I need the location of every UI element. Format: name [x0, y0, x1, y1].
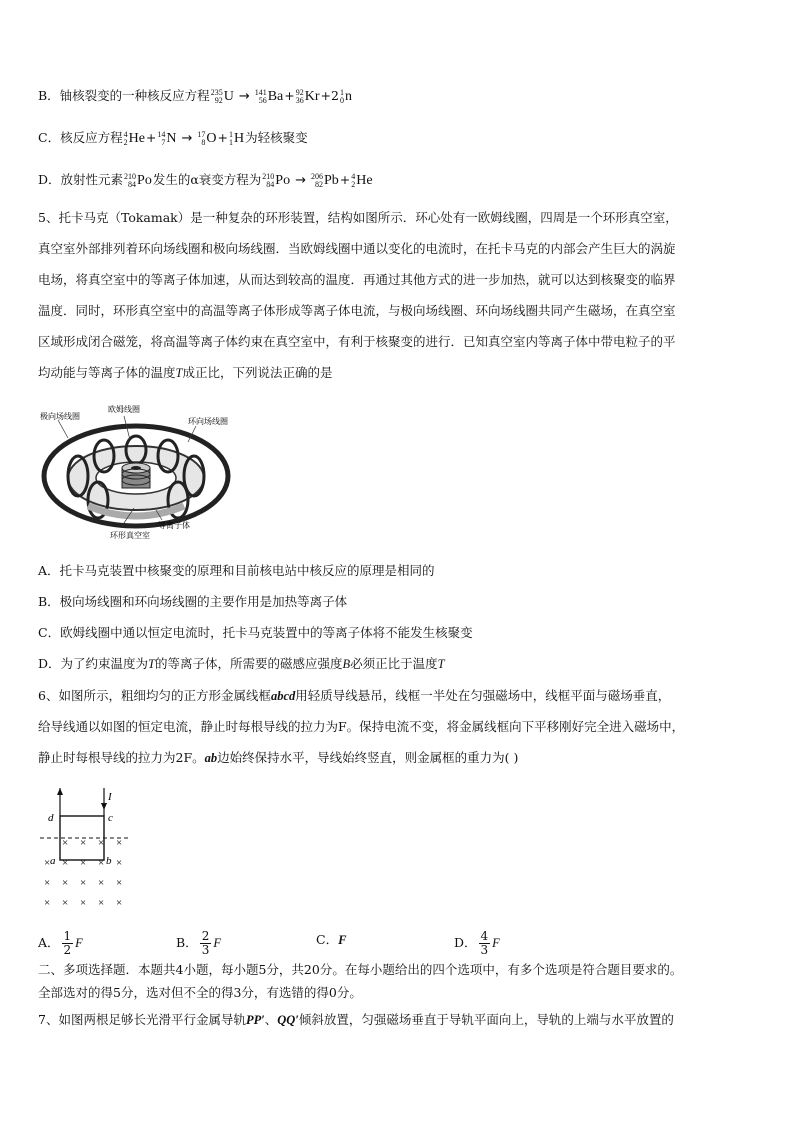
- magnetic-field-crosses: [44, 837, 122, 909]
- q5-option-d: [38, 654, 445, 674]
- equation-operator: →: [181, 131, 193, 146]
- field-cross: ×: [116, 857, 123, 869]
- q6-answer-c: [316, 930, 346, 950]
- q5-option-a: A．托卡马克装置中核聚变的原理和目前核电站中核反应的原理是相同的: [38, 563, 435, 578]
- text: D．为了约束温度为: [38, 656, 149, 671]
- nuclide-symbol: 92 36 Kr: [295, 87, 320, 105]
- wire-frame-figure: [38, 784, 138, 914]
- q6-line-3: [38, 748, 518, 768]
- field-cross: ×: [62, 837, 69, 849]
- field-cross: ×: [62, 857, 69, 869]
- nuclear-equation: [123, 130, 246, 145]
- section-2-heading-line-1: 二、多项选择题．本题共4小题，每小题5分，共20分。在每小题给出的四个选项中，有多个选项是符合题目要求的。: [38, 962, 683, 977]
- variable: F: [75, 936, 83, 950]
- variable: ab: [204, 751, 218, 765]
- q5-option-c: C．欧姆线圈中通以恒定电流时，托卡马克装置中的等离子体将不能发生核聚变: [38, 625, 473, 640]
- label-poloidal: 极向场线圈: [40, 412, 80, 421]
- variable: T: [148, 657, 155, 671]
- label-c: c: [108, 812, 113, 824]
- option-mid: 发生的α衰变方程为: [152, 172, 262, 187]
- equation-operator: +: [217, 130, 229, 145]
- answer-label: B．: [176, 935, 198, 950]
- label-current: I: [108, 791, 112, 803]
- label-plasma: 等离子体: [158, 521, 190, 530]
- q5-line: 区域形成闭合磁笼，将高温等离子体约束在真空室中，有利于核聚变的进行．已知真空室内等离子体中带电粒子的平: [38, 334, 676, 349]
- equation-operator: +2: [320, 88, 339, 103]
- nuclide-symbol: 1 0 n: [339, 87, 352, 105]
- nuclide-symbol: 17 8 O: [197, 129, 217, 147]
- variable: QQ′: [277, 1013, 299, 1027]
- field-cross: ×: [44, 897, 51, 909]
- equation-operator: +: [145, 130, 157, 145]
- field-cross: ×: [98, 857, 105, 869]
- field-cross: ×: [116, 877, 123, 889]
- section-2-heading-line-2: 全部选对的得5分，选对但不全的得3分，有选错的得0分。: [38, 985, 362, 1000]
- nuclide-symbol: 210 84 Po: [124, 171, 152, 189]
- q5-line: 5、托卡马克（Tokamak）是一种复杂的环形装置，结构如图所示．环心处有一欧姆线圈，四周是一个环形真空室，: [38, 210, 678, 225]
- nuclide-symbol: 206 82 Pb: [310, 171, 339, 189]
- text: 成正比，下列说法正确的是: [182, 365, 333, 380]
- nuclide-symbol: 141 56 Ba: [254, 87, 284, 105]
- nuclear-equation: [210, 88, 353, 103]
- variable: B: [342, 657, 351, 671]
- option-suffix: 为轻核聚变: [245, 130, 308, 145]
- numerator: 2: [201, 929, 210, 943]
- field-cross: ×: [98, 837, 105, 849]
- answer-label: A．: [38, 935, 60, 950]
- numerator: 1: [63, 929, 72, 943]
- equation-operator: +: [339, 172, 351, 187]
- q6-line-2: 给导线通以如图的恒定电流，静止时每根导线的拉力为F。保持电流不变，将金属线框向下平移刚好完全进入磁场中，: [38, 719, 685, 734]
- nuclide: [123, 172, 153, 187]
- variable: T: [175, 366, 183, 380]
- question-7: [38, 1010, 674, 1030]
- label-a: a: [50, 855, 56, 867]
- option-label: B．铀核裂变的一种核反应方程: [38, 88, 210, 103]
- field-cross: ×: [98, 897, 105, 909]
- text: 、: [264, 1012, 278, 1027]
- option-label: D．放射性元素: [38, 172, 124, 187]
- ohmic-coil: [122, 463, 150, 488]
- nuclide-symbol: 210 84 Po: [262, 171, 291, 189]
- label-d: d: [48, 812, 54, 824]
- q5-option-b: B．极向场线圈和环向场线圈的主要作用是加热等离子体: [38, 594, 348, 609]
- current-arrow-up: [57, 788, 63, 795]
- q6-line-1: [38, 686, 670, 706]
- answer-label: C．: [316, 932, 339, 947]
- label-toroidal: 环向场线圈: [188, 417, 228, 426]
- label-b: b: [106, 855, 112, 867]
- current-arrow-down: [101, 803, 107, 810]
- text: 倾斜放置，匀强磁场垂直于导轨平面向上，导轨的上端与水平放置的: [298, 1012, 674, 1027]
- field-cross: ×: [80, 877, 87, 889]
- field-cross: ×: [44, 857, 51, 869]
- q4-option-b: [38, 86, 353, 107]
- q5-line: 真空室外部排列着环向场线圈和极向场线圈．当欧姆线圈中通以变化的电流时，在托卡马克的内部会产生巨大的涡旋: [38, 241, 676, 256]
- text: 均动能与等离子体的温度: [38, 365, 176, 380]
- denominator: 3: [480, 943, 489, 957]
- field-cross: ×: [80, 837, 87, 849]
- answer-label: D．: [454, 935, 477, 950]
- denominator: 2: [63, 943, 72, 957]
- text: 必须正比于温度: [350, 656, 438, 671]
- nuclide-symbol: 4 2 He: [351, 171, 373, 189]
- nuclide-symbol: 1 1 H: [229, 129, 245, 147]
- field-cross: ×: [44, 877, 51, 889]
- text: 静止时每根导线的拉力为2F。: [38, 750, 205, 765]
- tokamak-figure: [38, 398, 238, 544]
- field-cross: ×: [80, 897, 87, 909]
- q6-answer-b: [176, 930, 221, 957]
- fraction: [62, 930, 74, 957]
- q5-line: 温度．同时，环形真空室中的高温等离子体形成等离子体电流，与极向场线圈、环向场线圈共同产生磁场，在真空室: [38, 303, 676, 318]
- text: 6、如图所示，粗细均匀的正方形金属线框: [38, 688, 271, 703]
- variable: PP′: [245, 1013, 265, 1027]
- field-cross: ×: [98, 877, 105, 889]
- text: 边始终保持水平，导线始终竖直，则金属框的重力为( ): [217, 750, 519, 765]
- q5-line-6: [38, 363, 332, 383]
- equation-operator: →: [238, 89, 250, 104]
- variable: F: [213, 936, 221, 950]
- fraction: [479, 930, 491, 957]
- variable: F: [338, 933, 347, 947]
- field-cross: ×: [62, 897, 69, 909]
- field-cross: ×: [80, 857, 87, 869]
- nuclide-symbol: 235 92 U: [210, 87, 234, 105]
- equation-operator: →: [295, 173, 306, 188]
- numerator: 4: [480, 929, 489, 943]
- option-label: C．核反应方程: [38, 130, 123, 145]
- variable: F: [492, 936, 500, 950]
- q6-answer-d: [454, 930, 500, 957]
- q4-option-c: [38, 128, 308, 149]
- text: 7、如图两根足够长光滑平行金属导轨: [38, 1012, 246, 1027]
- field-cross: ×: [116, 897, 123, 909]
- denominator: 3: [201, 943, 210, 957]
- label-ohmic: 欧姆线圈: [108, 405, 140, 414]
- label-vacuum: 环形真空室: [110, 531, 150, 540]
- nuclide-symbol: 14 7 N: [157, 129, 177, 147]
- q6-answer-a: [38, 930, 83, 957]
- field-cross: ×: [62, 877, 69, 889]
- nuclear-equation: [261, 172, 373, 187]
- nuclide-symbol: 4 2 He: [123, 129, 145, 147]
- fraction: [200, 930, 212, 957]
- variable: abcd: [270, 689, 296, 703]
- field-cross: ×: [116, 837, 123, 849]
- q4-option-d: [38, 170, 374, 191]
- variable: T: [437, 657, 445, 671]
- text: 的等离子体，所需要的磁感应强度: [154, 656, 343, 671]
- equation-operator: +: [284, 88, 295, 103]
- text: 用轻质导线悬吊，线框一半处在匀强磁场中，线框平面与磁场垂直，: [295, 688, 671, 703]
- q5-line: 电场，将真空室中的等离子体加速，从而达到较高的温度．再通过其他方式的进一步加热，就可以达到核聚变的临界: [38, 272, 676, 287]
